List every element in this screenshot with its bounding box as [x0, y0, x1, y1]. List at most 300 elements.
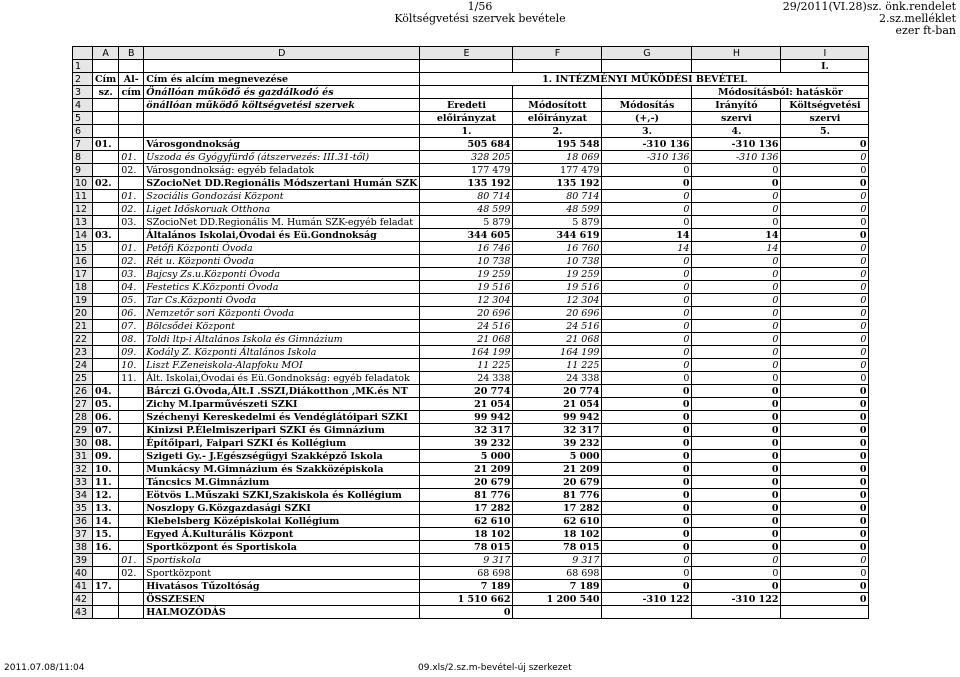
modified-appropriation: 24 516	[513, 320, 602, 333]
institution-name: Táncsics M.Gimnázium	[144, 476, 420, 489]
header-cell: önállóan működő költségvetési szervek	[144, 99, 420, 112]
page-number: 1/56	[467, 0, 493, 13]
original-appropriation: 62 610	[420, 515, 513, 528]
subtitle-number: 09.	[119, 346, 144, 359]
original-appropriation: 135 192	[420, 177, 513, 190]
original-appropriation: 344 605	[420, 229, 513, 242]
modification: 0	[602, 346, 692, 359]
original-appropriation: 20 696	[420, 307, 513, 320]
row-number: 12	[73, 203, 93, 216]
budget-organ: 0	[781, 450, 869, 463]
table-row	[73, 489, 869, 502]
row-number: 39	[73, 554, 93, 567]
row-number: 6	[73, 125, 93, 138]
modified-appropriation: 24 338	[513, 372, 602, 385]
subtitle-number: 11.	[119, 372, 144, 385]
table-row	[73, 294, 869, 307]
header-row	[73, 112, 869, 125]
budget-organ: 0	[781, 359, 869, 372]
header-cell: Módosított	[513, 99, 602, 112]
modified-appropriation: 135 192	[513, 177, 602, 190]
institution-name: Munkácsy M.Gimnázium és Szakközépiskola	[144, 463, 420, 476]
column-header[interactable]: F	[513, 47, 602, 60]
empty-cell	[602, 86, 692, 99]
table-row	[73, 346, 869, 359]
managing-authority: -310 122	[692, 593, 781, 606]
title-number	[93, 593, 119, 606]
original-appropriation: 12 304	[420, 294, 513, 307]
modified-appropriation: 18 102	[513, 528, 602, 541]
header-cell: előirányzat	[420, 112, 513, 125]
managing-authority: 0	[692, 320, 781, 333]
empty-cell	[93, 112, 119, 125]
modified-appropriation: 19 516	[513, 281, 602, 294]
modified-appropriation: 19 259	[513, 268, 602, 281]
subtitle-number: 01.	[119, 190, 144, 203]
modification: 0	[602, 489, 692, 502]
modification: 0	[602, 411, 692, 424]
modified-appropriation: 9 317	[513, 554, 602, 567]
title-number	[93, 281, 119, 294]
header-row-1	[73, 60, 869, 73]
title-number	[93, 307, 119, 320]
title-number: 02.	[93, 177, 119, 190]
budget-organ: 0	[781, 515, 869, 528]
row-number: 27	[73, 398, 93, 411]
subtitle-number	[119, 450, 144, 463]
modified-appropriation: 11 225	[513, 359, 602, 372]
modification	[602, 606, 692, 619]
original-appropriation: 21 068	[420, 333, 513, 346]
header-cell: Cím és alcím megnevezése	[144, 73, 420, 86]
title-number	[93, 203, 119, 216]
empty-cell	[513, 86, 602, 99]
title-number: 04.	[93, 385, 119, 398]
modified-appropriation: 20 696	[513, 307, 602, 320]
managing-authority: 0	[692, 554, 781, 567]
row-number: 8	[73, 151, 93, 164]
header-cell: Irányító	[692, 99, 781, 112]
row-number: 36	[73, 515, 93, 528]
managing-authority: 0	[692, 333, 781, 346]
row-number: 18	[73, 281, 93, 294]
modified-appropriation: 20 774	[513, 385, 602, 398]
header-cell: 5.	[781, 125, 869, 138]
title-number	[93, 346, 119, 359]
budget-organ: 0	[781, 437, 869, 450]
modification: 0	[602, 333, 692, 346]
empty-cell	[144, 112, 420, 125]
row-number: 33	[73, 476, 93, 489]
institution-name: Tar Cs.Központi Óvoda	[144, 294, 420, 307]
title-number	[93, 255, 119, 268]
column-header-row	[73, 47, 869, 60]
modification: 0	[602, 450, 692, 463]
subtitle-number	[119, 398, 144, 411]
modification: 14	[602, 229, 692, 242]
institution-name: Bölcsődei Központ	[144, 320, 420, 333]
original-appropriation: 18 102	[420, 528, 513, 541]
subtitle-number: 01.	[119, 242, 144, 255]
row-number: 21	[73, 320, 93, 333]
original-appropriation: 505 684	[420, 138, 513, 151]
modified-appropriation: 48 599	[513, 203, 602, 216]
managing-authority	[692, 606, 781, 619]
header-cell: (+,-)	[602, 112, 692, 125]
budget-organ: 0	[781, 203, 869, 216]
row-number: 30	[73, 437, 93, 450]
budget-organ: 0	[781, 229, 869, 242]
budget-organ: 0	[781, 502, 869, 515]
budget-organ: 0	[781, 255, 869, 268]
modification: 0	[602, 216, 692, 229]
budget-table	[72, 46, 869, 619]
subtitle-number	[119, 229, 144, 242]
managing-authority: 0	[692, 164, 781, 177]
institution-name: SZocioNet DD.Regionális Módszertani Humán SZK	[144, 177, 420, 190]
empty-cell	[93, 99, 119, 112]
subtitle-number: 02.	[119, 203, 144, 216]
table-row	[73, 255, 869, 268]
row-number: 29	[73, 424, 93, 437]
title-number	[93, 216, 119, 229]
modification: 0	[602, 255, 692, 268]
modification: 0	[602, 437, 692, 450]
original-appropriation: 48 599	[420, 203, 513, 216]
institution-name: Noszlopy G.Közgazdasági SZKI	[144, 502, 420, 515]
managing-authority: 14	[692, 242, 781, 255]
modification: 0	[602, 359, 692, 372]
title-number: 13.	[93, 502, 119, 515]
modified-appropriation: 12 304	[513, 294, 602, 307]
row-number: 1	[73, 60, 93, 73]
header-cell: Módosítás	[602, 99, 692, 112]
modification: 0	[602, 424, 692, 437]
table-row	[73, 307, 869, 320]
original-appropriation: 9 317	[420, 554, 513, 567]
row-number: 37	[73, 528, 93, 541]
header-row	[73, 73, 869, 86]
budget-organ: 0	[781, 151, 869, 164]
header-cell: Önállóan működő és gazdálkodó és	[144, 86, 420, 99]
institution-name: Szociális Gondozási Központ	[144, 190, 420, 203]
budget-organ: 0	[781, 307, 869, 320]
managing-authority: 0	[692, 450, 781, 463]
subtitle-number	[119, 541, 144, 554]
row-number: 3	[73, 86, 93, 99]
table-row	[73, 372, 869, 385]
row-number: 10	[73, 177, 93, 190]
managing-authority: 0	[692, 567, 781, 580]
subtitle-number	[119, 528, 144, 541]
row-number: 2	[73, 73, 93, 86]
title-number	[93, 333, 119, 346]
row-number: 38	[73, 541, 93, 554]
title-number	[93, 242, 119, 255]
table-row	[73, 606, 869, 619]
table-row	[73, 515, 869, 528]
managing-authority: -310 136	[692, 151, 781, 164]
table-row	[73, 281, 869, 294]
original-appropriation: 81 776	[420, 489, 513, 502]
modification: 0	[602, 502, 692, 515]
modified-appropriation: 17 282	[513, 502, 602, 515]
subtitle-number	[119, 593, 144, 606]
modified-appropriation: 80 714	[513, 190, 602, 203]
table-row	[73, 203, 869, 216]
row-number: 42	[73, 593, 93, 606]
budget-organ: 0	[781, 463, 869, 476]
original-appropriation: 0	[420, 606, 513, 619]
managing-authority: -310 136	[692, 138, 781, 151]
title-number: 15.	[93, 528, 119, 541]
table-row	[73, 476, 869, 489]
modification: 0	[602, 476, 692, 489]
original-appropriation: 39 232	[420, 437, 513, 450]
header-cell: Cím	[93, 73, 119, 86]
managing-authority: 0	[692, 541, 781, 554]
title-number: 08.	[93, 437, 119, 450]
title-number: 14.	[93, 515, 119, 528]
budget-organ: 0	[781, 476, 869, 489]
managing-authority: 0	[692, 372, 781, 385]
header-row	[73, 99, 869, 112]
managing-authority: 0	[692, 281, 781, 294]
row-number: 19	[73, 294, 93, 307]
subtitle-number: 01.	[119, 554, 144, 567]
title-number: 07.	[93, 424, 119, 437]
title-number	[93, 567, 119, 580]
original-appropriation: 10 738	[420, 255, 513, 268]
table-row	[73, 450, 869, 463]
institution-name: Sportiskola	[144, 554, 420, 567]
modified-appropriation: 99 942	[513, 411, 602, 424]
unit-label: ezer ft-ban	[895, 24, 956, 37]
table-row	[73, 320, 869, 333]
header-cell: 1.	[420, 125, 513, 138]
subtitle-number: 01.	[119, 151, 144, 164]
subtitle-number: 02.	[119, 164, 144, 177]
header-cell: szervi	[781, 112, 869, 125]
institution-name: Sportközpont és Sportiskola	[144, 541, 420, 554]
row-number: 34	[73, 489, 93, 502]
row-number: 4	[73, 99, 93, 112]
managing-authority: 0	[692, 385, 781, 398]
title-number: 01.	[93, 138, 119, 151]
header-cell: Eredeti	[420, 99, 513, 112]
table-row	[73, 541, 869, 554]
budget-organ: 0	[781, 567, 869, 580]
title-number	[93, 151, 119, 164]
original-appropriation: 5 879	[420, 216, 513, 229]
modified-appropriation: 16 760	[513, 242, 602, 255]
row-number: 40	[73, 567, 93, 580]
row-number: 5	[73, 112, 93, 125]
row-number: 13	[73, 216, 93, 229]
table-row	[73, 385, 869, 398]
title-number	[93, 606, 119, 619]
subtitle-number: 03.	[119, 216, 144, 229]
institution-name: Hivatásos Tűzoltóság	[144, 580, 420, 593]
subtitle-number: 06.	[119, 307, 144, 320]
subtitle-number: 10.	[119, 359, 144, 372]
subtitle-number: 05.	[119, 294, 144, 307]
row-number: 23	[73, 346, 93, 359]
empty-cell	[119, 125, 144, 138]
original-appropriation: 21 209	[420, 463, 513, 476]
managing-authority: 0	[692, 489, 781, 502]
managing-authority: 0	[692, 255, 781, 268]
column-header[interactable]: G	[602, 47, 692, 60]
header-row	[73, 86, 869, 99]
modification: -310 136	[602, 151, 692, 164]
original-appropriation: 21 054	[420, 398, 513, 411]
budget-organ: 0	[781, 372, 869, 385]
title-number: 17.	[93, 580, 119, 593]
header-row	[73, 125, 869, 138]
original-appropriation: 32 317	[420, 424, 513, 437]
budget-organ: 0	[781, 268, 869, 281]
header-cell: 1. INTÉZMÉNYI MŰKÖDÉSI BEVÉTEL	[420, 73, 869, 86]
title-number: 05.	[93, 398, 119, 411]
modification: 0	[602, 190, 692, 203]
modified-appropriation: 39 232	[513, 437, 602, 450]
column-header[interactable]: H	[692, 47, 781, 60]
footer-timestamp: 2011.07.08/11:04	[4, 663, 85, 673]
institution-name: Zichy M.Iparművészeti SZKI	[144, 398, 420, 411]
original-appropriation: 177 479	[420, 164, 513, 177]
subtitle-number	[119, 515, 144, 528]
modified-appropriation: 21 209	[513, 463, 602, 476]
modified-appropriation: 62 610	[513, 515, 602, 528]
table-row	[73, 164, 869, 177]
title-number	[93, 359, 119, 372]
institution-name: Ált. Iskolai,Óvodai és Eü.Gondnokság: egyéb feladatok	[144, 372, 420, 385]
modification: 0	[602, 372, 692, 385]
budget-organ: 0	[781, 281, 869, 294]
budget-organ: 0	[781, 593, 869, 606]
table-row	[73, 567, 869, 580]
managing-authority: 14	[692, 229, 781, 242]
table-row	[73, 333, 869, 346]
title-number: 03.	[93, 229, 119, 242]
institution-name: Nemzetőr sori Központi Óvoda	[144, 307, 420, 320]
modification: 0	[602, 463, 692, 476]
title-number	[93, 294, 119, 307]
column-header[interactable]: A	[93, 47, 119, 60]
managing-authority: 0	[692, 190, 781, 203]
modification: 0	[602, 515, 692, 528]
modified-appropriation: 177 479	[513, 164, 602, 177]
institution-name: SZocioNet DD.Regionális M. Humán SZK-egyéb feladat	[144, 216, 420, 229]
original-appropriation: 19 259	[420, 268, 513, 281]
modified-appropriation: 68 698	[513, 567, 602, 580]
budget-organ: 0	[781, 294, 869, 307]
title-number: 12.	[93, 489, 119, 502]
subtitle-number	[119, 411, 144, 424]
managing-authority: 0	[692, 437, 781, 450]
original-appropriation: 78 015	[420, 541, 513, 554]
row-number: 25	[73, 372, 93, 385]
managing-authority: 0	[692, 177, 781, 190]
decree-reference: 29/2011(VI.28)sz. önk.rendelet	[782, 0, 956, 13]
original-appropriation: 68 698	[420, 567, 513, 580]
original-appropriation: 17 282	[420, 502, 513, 515]
modified-appropriation: 10 738	[513, 255, 602, 268]
subtitle-number	[119, 138, 144, 151]
modified-appropriation	[513, 606, 602, 619]
modification: 0	[602, 385, 692, 398]
row-number: 22	[73, 333, 93, 346]
subtitle-number	[119, 476, 144, 489]
modified-appropriation: 1 200 540	[513, 593, 602, 606]
title-number	[93, 164, 119, 177]
modified-appropriation: 164 199	[513, 346, 602, 359]
original-appropriation: 7 189	[420, 580, 513, 593]
table-row	[73, 216, 869, 229]
title-number	[93, 372, 119, 385]
column-header[interactable]: D	[144, 47, 420, 60]
row-number: 32	[73, 463, 93, 476]
column-header[interactable]: B	[119, 47, 144, 60]
modification: 0	[602, 294, 692, 307]
modification: 0	[602, 580, 692, 593]
institution-name: Széchenyi Kereskedelmi és Vendéglátóipari SZKI	[144, 411, 420, 424]
budget-organ: 0	[781, 320, 869, 333]
title-number	[93, 320, 119, 333]
institution-name: ÖSSZESEN	[144, 593, 420, 606]
managing-authority: 0	[692, 411, 781, 424]
budget-organ: 0	[781, 385, 869, 398]
subtitle-number	[119, 385, 144, 398]
modification: 0	[602, 541, 692, 554]
column-header[interactable]: I	[781, 47, 869, 60]
original-appropriation: 328 205	[420, 151, 513, 164]
table-row	[73, 398, 869, 411]
managing-authority: 0	[692, 216, 781, 229]
header-cell: sz.	[93, 86, 119, 99]
annex-label: 2.sz.melléklet	[878, 12, 956, 25]
modification: 0	[602, 554, 692, 567]
institution-name: Általános Iskolai,Óvodai és Eü.Gondnokság	[144, 229, 420, 242]
modification: 0	[602, 398, 692, 411]
title-number: 16.	[93, 541, 119, 554]
modification: 0	[602, 281, 692, 294]
modification: 14	[602, 242, 692, 255]
header-cell: szervi	[692, 112, 781, 125]
modification: 0	[602, 164, 692, 177]
modified-appropriation: 32 317	[513, 424, 602, 437]
original-appropriation: 11 225	[420, 359, 513, 372]
column-header[interactable]: E	[420, 47, 513, 60]
original-appropriation: 164 199	[420, 346, 513, 359]
managing-authority: 0	[692, 476, 781, 489]
subtitle-number	[119, 580, 144, 593]
title-number	[93, 554, 119, 567]
managing-authority: 0	[692, 307, 781, 320]
modification: 0	[602, 528, 692, 541]
institution-name: HALMOZÓDÁS	[144, 606, 420, 619]
table-row	[73, 593, 869, 606]
managing-authority: 0	[692, 294, 781, 307]
subtitle-number	[119, 424, 144, 437]
budget-organ: 0	[781, 138, 869, 151]
institution-name: Liszt F.Zeneiskola-Alapfoku MOI	[144, 359, 420, 372]
institution-name: Szigeti Gy.- J.Egészségügyi Szakképző Iskola	[144, 450, 420, 463]
modification: 0	[602, 203, 692, 216]
institution-name: Kinizsi P.Élelmiszeripari SZKI és Gimnázium	[144, 424, 420, 437]
budget-organ: 0	[781, 177, 869, 190]
